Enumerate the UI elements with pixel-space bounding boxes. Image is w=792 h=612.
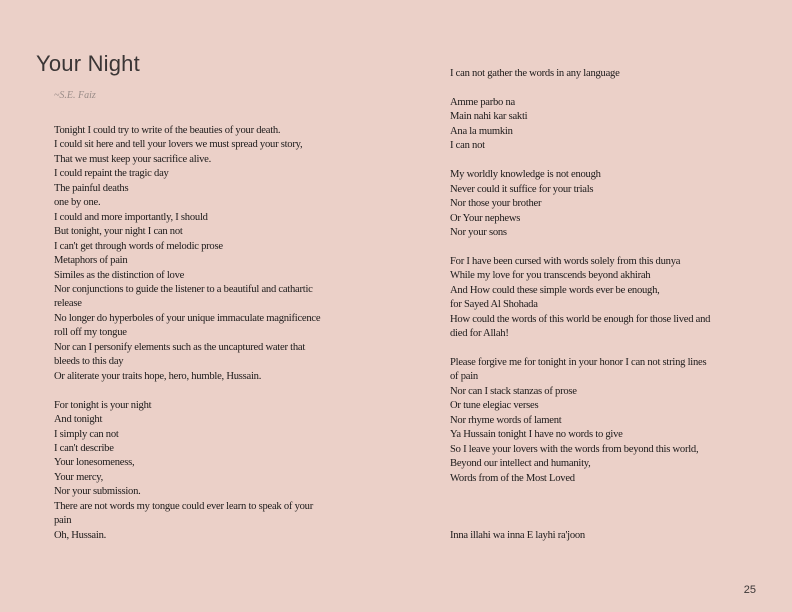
poem-line: I can not gather the words in any language	[450, 68, 620, 79]
poem-line: For tonight is your night	[54, 399, 152, 411]
stanza-break	[450, 154, 750, 168]
poem-title: Your Night	[36, 51, 140, 76]
poem-line: How could the words of this world be enough for those lived and	[450, 313, 711, 325]
poem-line: And tonight	[54, 414, 103, 426]
poem-line: I could repaint the tragic day	[54, 168, 169, 180]
poem-line: release	[54, 298, 82, 310]
poem-line: pain	[54, 515, 72, 527]
poem-line: Oh, Hussain.	[54, 529, 107, 541]
poem-line: Or tune elegiac verses	[450, 400, 539, 412]
poem-line: That we must keep your sacrifice alive.	[54, 153, 212, 165]
poem-line: There are not words my tongue could ever learn to speak of your	[54, 500, 314, 512]
poem-line: Beyond our intellect and humanity,	[450, 458, 591, 470]
poem-line: Nor rhyme words of lament	[450, 414, 562, 426]
stanza-break	[450, 486, 750, 529]
poem-line: Or aliterate your traits hope, hero, humble, Hussain.	[54, 370, 262, 382]
poem-line: Please forgive me for tonight in your honor I can not string lines	[450, 357, 707, 368]
poem-line: for Sayed Al Shohada	[450, 299, 538, 311]
poem-line: I could sit here and tell your lovers we must spread your story,	[54, 139, 303, 151]
poem-line: While my love for you transcends beyond akhirah	[450, 270, 651, 282]
stanza-break	[54, 384, 354, 398]
poem-line: I can not	[450, 140, 485, 152]
poem-line: I can't describe	[54, 442, 114, 454]
poem-line: But tonight, your night I can not	[54, 226, 183, 238]
poem-line: Nor can I personify elements such as the uncaptured water that	[54, 341, 306, 353]
poem-line: I can't get through words of melodic prose	[54, 240, 223, 252]
stanza-break	[450, 81, 750, 95]
poem-line: So I leave your lovers with the words from beyond this world,	[450, 443, 699, 455]
poem-line: The painful deaths	[54, 182, 129, 194]
page-number: 25	[743, 584, 756, 596]
left-column	[54, 124, 354, 543]
poem-line: Nor your submission.	[54, 486, 141, 498]
poem-line: I simply can not	[54, 428, 119, 440]
poem-author: ~S.E. Faiz	[54, 90, 96, 101]
poem-line: Nor conjunctions to guide the listener to a beautiful and cathartic	[54, 283, 313, 295]
poem-line: No longer do hyperboles of your unique immaculate magnificence	[54, 312, 321, 324]
closing-line: Inna illahi wa inna E layhi ra'joon	[450, 530, 585, 542]
poem-line: I could and more importantly, I should	[54, 211, 208, 223]
poem-line: of pain	[450, 371, 478, 383]
poem-line: died for Allah!	[450, 328, 509, 340]
stanza-break	[450, 342, 750, 356]
right-column	[450, 67, 750, 544]
poem-line: Ya Hussain tonight I have no words to give	[450, 429, 623, 441]
poem-line: And How could these simple words ever be enough,	[450, 284, 660, 296]
poem-line: Words from of the Most Loved	[450, 472, 575, 484]
poem-line: Tonight I could try to write of the beauties of your death.	[54, 125, 281, 136]
poem-line: roll off my tongue	[54, 327, 127, 339]
poem-line: Never could it suffice for your trials	[450, 183, 594, 195]
poem-line: Your mercy,	[54, 471, 104, 483]
poem-line: bleeds to this day	[54, 356, 124, 368]
poem-line: Amme parbo na	[450, 96, 515, 108]
stanza-break	[450, 240, 750, 254]
poem-line: Nor can I stack stanzas of prose	[450, 385, 577, 397]
poem-line: Ana la mumkin	[450, 125, 513, 137]
poem-line: Metaphors of pain	[54, 255, 128, 267]
poem-line: For I have been cursed with words solely from this dunya	[450, 255, 681, 267]
poem-line: Your lonesomeness,	[54, 457, 135, 469]
poem-line: My worldly knowledge is not enough	[450, 169, 601, 181]
poem-line: one by one.	[54, 197, 101, 209]
poem-line: Main nahi kar sakti	[450, 111, 528, 123]
poem-line: Or Your nephews	[450, 212, 521, 224]
poem-line: Nor those your brother	[450, 198, 542, 210]
poem-line: Similes as the distinction of love	[54, 269, 185, 281]
poem-line: Nor your sons	[450, 226, 507, 238]
